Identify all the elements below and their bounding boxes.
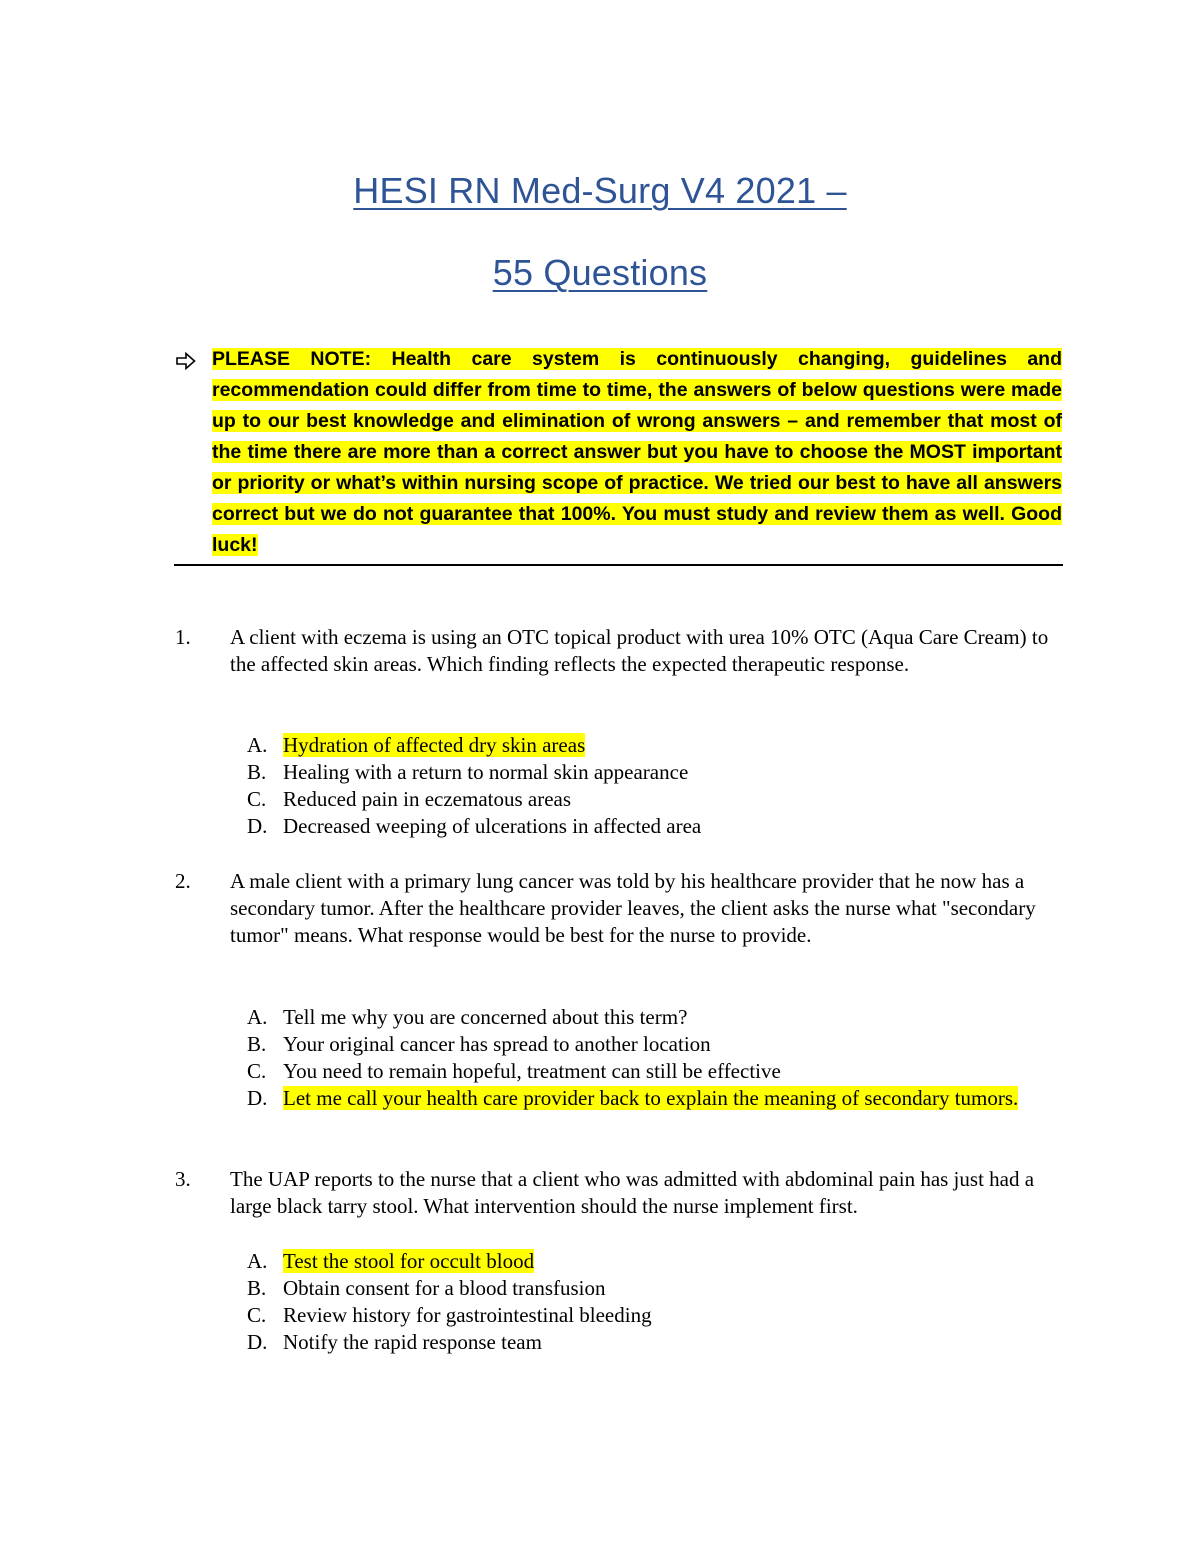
option-letter: C.	[247, 787, 267, 811]
section-divider	[174, 564, 1063, 566]
option-text: Notify the rapid response team	[283, 1330, 542, 1354]
option-text: Test the stool for occult blood	[283, 1249, 535, 1273]
answer-option-d	[247, 1085, 1047, 1112]
option-text: Decreased weeping of ulcerations in affected area	[283, 814, 702, 838]
answer-option-c	[247, 1058, 1047, 1085]
note-highlight: PLEASE NOTE: Health care system is continuously changing, guidelines and recommendation could differ from time to time, the answers of below questions were made up to our best knowledge and elimination of wrong answers – and remember that most of the time there are more than a correct answer but you have to choose the MOST important or priority or what’s within nursing scope of practice. We tried our best to have all answers correct but we do not guarantee that 100%. You must study and review them as well. Good luck!	[212, 348, 1062, 556]
answer-option-a	[247, 732, 1047, 759]
option-text: Obtain consent for a blood transfusion	[283, 1276, 606, 1300]
option-letter: B.	[247, 1032, 267, 1056]
answer-option-c	[247, 1302, 1047, 1329]
answer-option-c	[247, 786, 1047, 813]
arrow-right-outline-icon	[175, 350, 197, 372]
question-text: A client with eczema is using an OTC topical product with urea 10% OTC (Aqua Care Cream) to the affected skin areas. Which finding reflects the expected therapeutic response.	[230, 625, 1049, 676]
option-text: Healing with a return to normal skin appearance	[283, 760, 689, 784]
answer-option-a	[247, 1248, 1047, 1275]
option-text: Hydration of affected dry skin areas	[283, 733, 586, 757]
answer-options	[247, 1248, 1047, 1356]
question-text: The UAP reports to the nurse that a client who was admitted with abdominal pain has just had a large black tarry stool. What intervention should the nurse implement first.	[230, 1167, 1035, 1218]
option-text: Your original cancer has spread to another location	[283, 1032, 711, 1056]
document-title: HESI RN Med-Surg V4 2021 –	[353, 170, 847, 211]
option-letter: C.	[247, 1303, 267, 1327]
question-number: 1.	[175, 625, 191, 649]
option-letter: A.	[247, 1249, 268, 1273]
option-letter: D.	[247, 1086, 268, 1110]
option-letter: D.	[247, 1330, 268, 1354]
answer-options	[247, 732, 1047, 840]
question-number: 3.	[175, 1167, 191, 1191]
option-letter: D.	[247, 814, 268, 838]
answer-options	[247, 1004, 1047, 1112]
answer-option-b	[247, 759, 1047, 786]
option-letter: B.	[247, 1276, 267, 1300]
option-text: Review history for gastrointestinal bleeding	[283, 1303, 652, 1327]
answer-option-d	[247, 1329, 1047, 1356]
question-text: A male client with a primary lung cancer was told by his healthcare provider that he now has a secondary tumor. After the healthcare provider leaves, the client asks the nurse what "secondary tumor" means. What response would be best for the nurse to provide.	[230, 869, 1036, 947]
option-text: You need to remain hopeful, treatment can still be effective	[283, 1059, 781, 1083]
option-text: Let me call your health care provider back to explain the meaning of secondary tumors.	[283, 1086, 1019, 1110]
question-number: 2.	[175, 869, 191, 893]
answer-option-b	[247, 1275, 1047, 1302]
document-subtitle: 55 Questions	[492, 252, 708, 293]
answer-option-a	[247, 1004, 1047, 1031]
answer-option-d	[247, 813, 1047, 840]
option-letter: A.	[247, 733, 268, 757]
option-letter: C.	[247, 1059, 267, 1083]
note-text	[212, 344, 1062, 561]
option-letter: A.	[247, 1005, 268, 1029]
option-text: Tell me why you are concerned about this term?	[283, 1005, 688, 1029]
answer-option-b	[247, 1031, 1047, 1058]
option-letter: B.	[247, 760, 267, 784]
option-text: Reduced pain in eczematous areas	[283, 787, 572, 811]
